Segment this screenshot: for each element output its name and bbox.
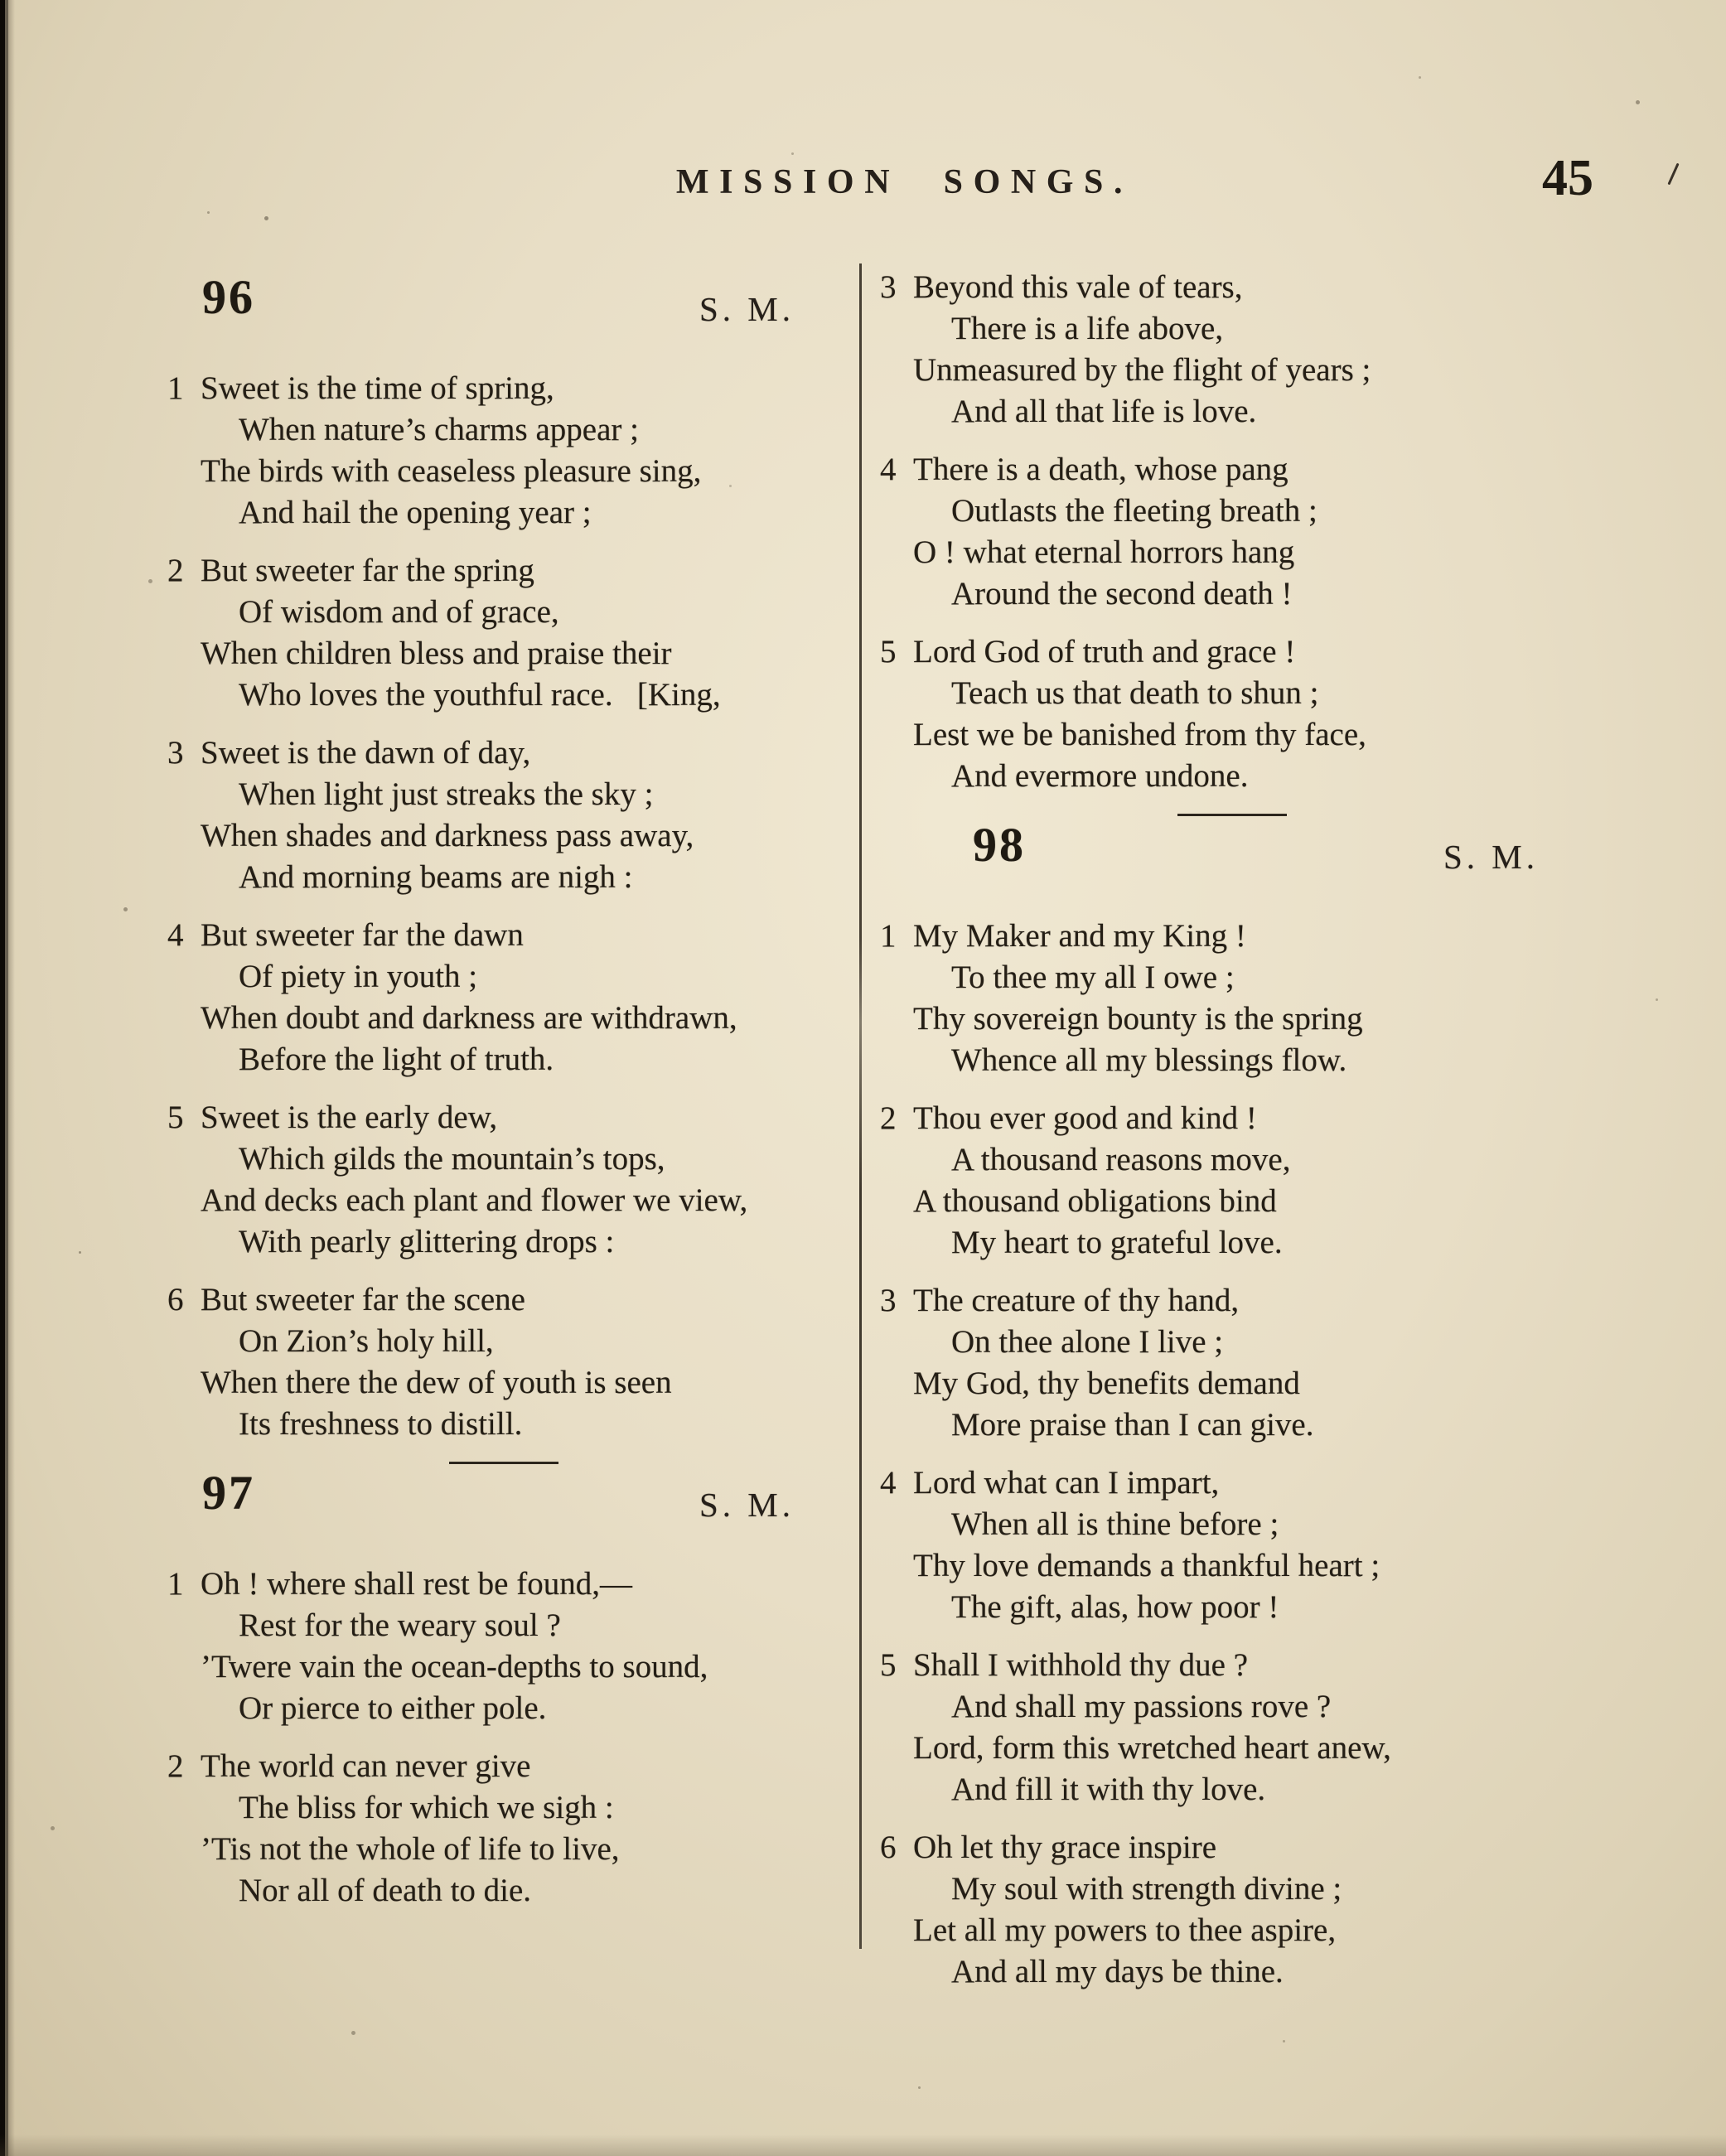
verse-line: My Maker and my King ! bbox=[913, 918, 1246, 954]
hymn-number: 96 bbox=[202, 270, 255, 324]
hymn-header bbox=[167, 270, 840, 338]
verse-line: Nor all of death to die. bbox=[239, 1873, 532, 1908]
stanza-lines bbox=[201, 368, 840, 534]
stanza bbox=[880, 1827, 1584, 1993]
stanza-lines bbox=[201, 550, 840, 716]
stanza-number: 3 bbox=[880, 1283, 897, 1318]
stanza-number: 2 bbox=[167, 553, 184, 588]
stanza-number: 5 bbox=[880, 634, 897, 670]
verse-line: A thousand obligations bind bbox=[913, 1183, 1277, 1219]
page-header bbox=[83, 150, 1726, 237]
section-rule bbox=[1177, 814, 1287, 816]
page-number: 45 bbox=[1542, 150, 1593, 206]
verse-line: Let all my powers to thee aspire, bbox=[913, 1912, 1337, 1948]
verse-line: Sweet is the early dew, bbox=[201, 1100, 498, 1135]
hymn-header bbox=[880, 818, 1584, 886]
stanza-lines bbox=[201, 1564, 840, 1729]
verse-line: And evermore undone. bbox=[951, 758, 1249, 794]
stanza-number: 4 bbox=[167, 917, 184, 953]
verse-line: Lord what can I impart, bbox=[913, 1465, 1220, 1501]
verse-line: And morning beams are nigh : bbox=[239, 859, 633, 895]
verse-line: When doubt and darkness are withdrawn, bbox=[201, 1000, 737, 1036]
verse-line: To thee my all I owe ; bbox=[951, 960, 1235, 995]
verse-line: ’Twere vain the ocean-depths to sound, bbox=[201, 1649, 708, 1685]
stanza-lines bbox=[201, 1746, 840, 1912]
verse-line: Around the second death ! bbox=[951, 576, 1293, 612]
verse-line: But sweeter far the scene bbox=[201, 1282, 525, 1317]
verse-line: Sweet is the time of spring, bbox=[201, 370, 554, 406]
verse-line: Outlasts the fleeting breath ; bbox=[951, 493, 1317, 529]
verse-line: And fill it with thy love. bbox=[951, 1772, 1266, 1807]
stanza-lines bbox=[913, 1280, 1584, 1446]
verse-line: Lord, form this wretched heart anew, bbox=[913, 1730, 1391, 1766]
stanza-lines bbox=[913, 267, 1584, 433]
verse-line: The world can never give bbox=[201, 1748, 531, 1784]
verse-line: The gift, alas, how poor ! bbox=[951, 1589, 1279, 1625]
stanza bbox=[167, 915, 840, 1080]
verse-line: Sweet is the dawn of day, bbox=[201, 735, 531, 771]
scan-edge-shadow bbox=[0, 0, 15, 2156]
stanza-lines bbox=[913, 1827, 1584, 1993]
stanza-number: 5 bbox=[880, 1647, 897, 1683]
stanza-lines bbox=[913, 1098, 1584, 1264]
verse-line: The creature of thy hand, bbox=[913, 1283, 1240, 1318]
verse-line: Unmeasured by the flight of years ; bbox=[913, 352, 1371, 388]
stanza-number: 3 bbox=[167, 735, 184, 771]
verse-line: Whence all my blessings flow. bbox=[951, 1042, 1347, 1078]
verse-line: There is a life above, bbox=[951, 311, 1224, 346]
stanza-lines bbox=[201, 732, 840, 898]
stanza-lines bbox=[913, 631, 1584, 797]
stanza-number: 1 bbox=[167, 1566, 184, 1602]
verse-line: My soul with strength divine ; bbox=[951, 1871, 1342, 1907]
verse-line: Of wisdom and of grace, bbox=[239, 594, 559, 630]
stanza-number: 1 bbox=[167, 370, 184, 406]
verse-line: Lest we be banished from thy face, bbox=[913, 717, 1366, 752]
verse-line: And decks each plant and flower we view, bbox=[201, 1182, 748, 1218]
scan-bottom-shadow bbox=[0, 2134, 1726, 2156]
verse-line: Thy love demands a thankful heart ; bbox=[913, 1548, 1380, 1583]
verse-line: The birds with ceaseless pleasure sing, bbox=[201, 453, 702, 489]
stanza bbox=[167, 1746, 840, 1912]
column-divider bbox=[859, 263, 862, 1949]
verse-line: Who loves the youthful race. [King, bbox=[239, 677, 721, 713]
hymn-number: 97 bbox=[202, 1466, 255, 1520]
stanza-number: 2 bbox=[167, 1748, 184, 1784]
verse-line: My God, thy benefits demand bbox=[913, 1366, 1300, 1401]
verse-line: Rest for the weary soul ? bbox=[239, 1607, 561, 1643]
verse-line: Its freshness to distill. bbox=[239, 1406, 523, 1442]
left-column bbox=[167, 270, 840, 1928]
stanza bbox=[880, 1098, 1584, 1264]
stanza-lines bbox=[913, 1462, 1584, 1628]
verse-line: A thousand reasons move, bbox=[951, 1142, 1291, 1177]
hymn-number: 98 bbox=[973, 818, 1026, 872]
verse-line: Before the light of truth. bbox=[239, 1042, 554, 1077]
verse-line: But sweeter far the spring bbox=[201, 553, 534, 588]
verse-line: And all that life is love. bbox=[951, 394, 1257, 429]
verse-line: When children bless and praise their bbox=[201, 636, 672, 671]
verse-line: Shall I withhold thy due ? bbox=[913, 1647, 1249, 1683]
stanza bbox=[167, 732, 840, 898]
stanza bbox=[880, 1462, 1584, 1628]
verse-line: With pearly glittering drops : bbox=[239, 1224, 615, 1259]
stanza-number: 4 bbox=[880, 452, 897, 487]
hymn-header bbox=[167, 1466, 840, 1534]
verse-line: But sweeter far the dawn bbox=[201, 917, 524, 953]
verse-line: My heart to grateful love. bbox=[951, 1225, 1283, 1260]
verse-line: Which gilds the mountain’s tops, bbox=[239, 1141, 665, 1177]
stanza-lines bbox=[201, 1279, 840, 1445]
verse-line: ’Tis not the whole of life to live, bbox=[201, 1831, 620, 1867]
stanza bbox=[880, 1280, 1584, 1446]
section-rule bbox=[449, 1462, 558, 1464]
stanza bbox=[880, 631, 1584, 797]
stanza bbox=[880, 267, 1584, 433]
stanza bbox=[167, 550, 840, 716]
verse-line: Oh ! where shall rest be found,— bbox=[201, 1566, 632, 1602]
stanza bbox=[880, 1645, 1584, 1810]
hymn-meter-label: S. M. bbox=[1443, 838, 1539, 876]
verse-line: Oh let thy grace inspire bbox=[913, 1830, 1217, 1865]
stanza-number: 6 bbox=[167, 1282, 184, 1317]
verse-line: Lord God of truth and grace ! bbox=[913, 634, 1296, 670]
stanza-number: 2 bbox=[880, 1100, 897, 1136]
stanza-number: 3 bbox=[880, 269, 897, 305]
verse-line: Thou ever good and kind ! bbox=[913, 1100, 1257, 1136]
stanza bbox=[880, 449, 1584, 615]
stanza bbox=[167, 1564, 840, 1729]
verse-line: On Zion’s holy hill, bbox=[239, 1323, 494, 1359]
verse-line: There is a death, whose pang bbox=[913, 452, 1288, 487]
verse-line: When nature’s charms appear ; bbox=[239, 412, 639, 447]
verse-line: O ! what eternal horrors hang bbox=[913, 534, 1295, 570]
stanza-lines bbox=[201, 1097, 840, 1263]
stanza-number: 4 bbox=[880, 1465, 897, 1501]
stanza-number: 6 bbox=[880, 1830, 897, 1865]
verse-line: When shades and darkness pass away, bbox=[201, 818, 694, 853]
stanza-lines bbox=[913, 449, 1584, 615]
stanza-lines bbox=[913, 916, 1584, 1081]
hymn-meter-label: S. M. bbox=[699, 1486, 795, 1524]
verse-line: More praise than I can give. bbox=[951, 1407, 1314, 1443]
verse-line: Of piety in youth ; bbox=[239, 959, 478, 994]
verse-line: And hail the opening year ; bbox=[239, 495, 592, 530]
right-column bbox=[880, 267, 1584, 2009]
stanza bbox=[167, 1279, 840, 1445]
stanza-number: 5 bbox=[167, 1100, 184, 1135]
verse-line: When light just streaks the sky ; bbox=[239, 776, 654, 812]
stanza bbox=[880, 916, 1584, 1081]
verse-line: Thy sovereign bounty is the spring bbox=[913, 1001, 1363, 1037]
paper-specks bbox=[0, 0, 2, 2]
stanza bbox=[167, 1097, 840, 1263]
stanza-number: 1 bbox=[880, 918, 897, 954]
page-title: MISSION SONGS. bbox=[675, 163, 1134, 201]
verse-line: Teach us that death to shun ; bbox=[951, 675, 1319, 711]
verse-line: Beyond this vale of tears, bbox=[913, 269, 1243, 305]
stanza-lines bbox=[201, 915, 840, 1080]
verse-line: On thee alone I live ; bbox=[951, 1324, 1224, 1360]
verse-line: And all my days be thine. bbox=[951, 1954, 1284, 1989]
stanza bbox=[167, 368, 840, 534]
verse-line: The bliss for which we sigh : bbox=[239, 1790, 614, 1825]
hymn-meter-label: S. M. bbox=[699, 290, 795, 328]
verse-line: When all is thine before ; bbox=[951, 1506, 1279, 1542]
stanza-lines bbox=[913, 1645, 1584, 1810]
verse-line: And shall my passions rove ? bbox=[951, 1689, 1332, 1724]
verse-line: When there the dew of youth is seen bbox=[201, 1365, 672, 1400]
verse-line: Or pierce to either pole. bbox=[239, 1690, 547, 1726]
